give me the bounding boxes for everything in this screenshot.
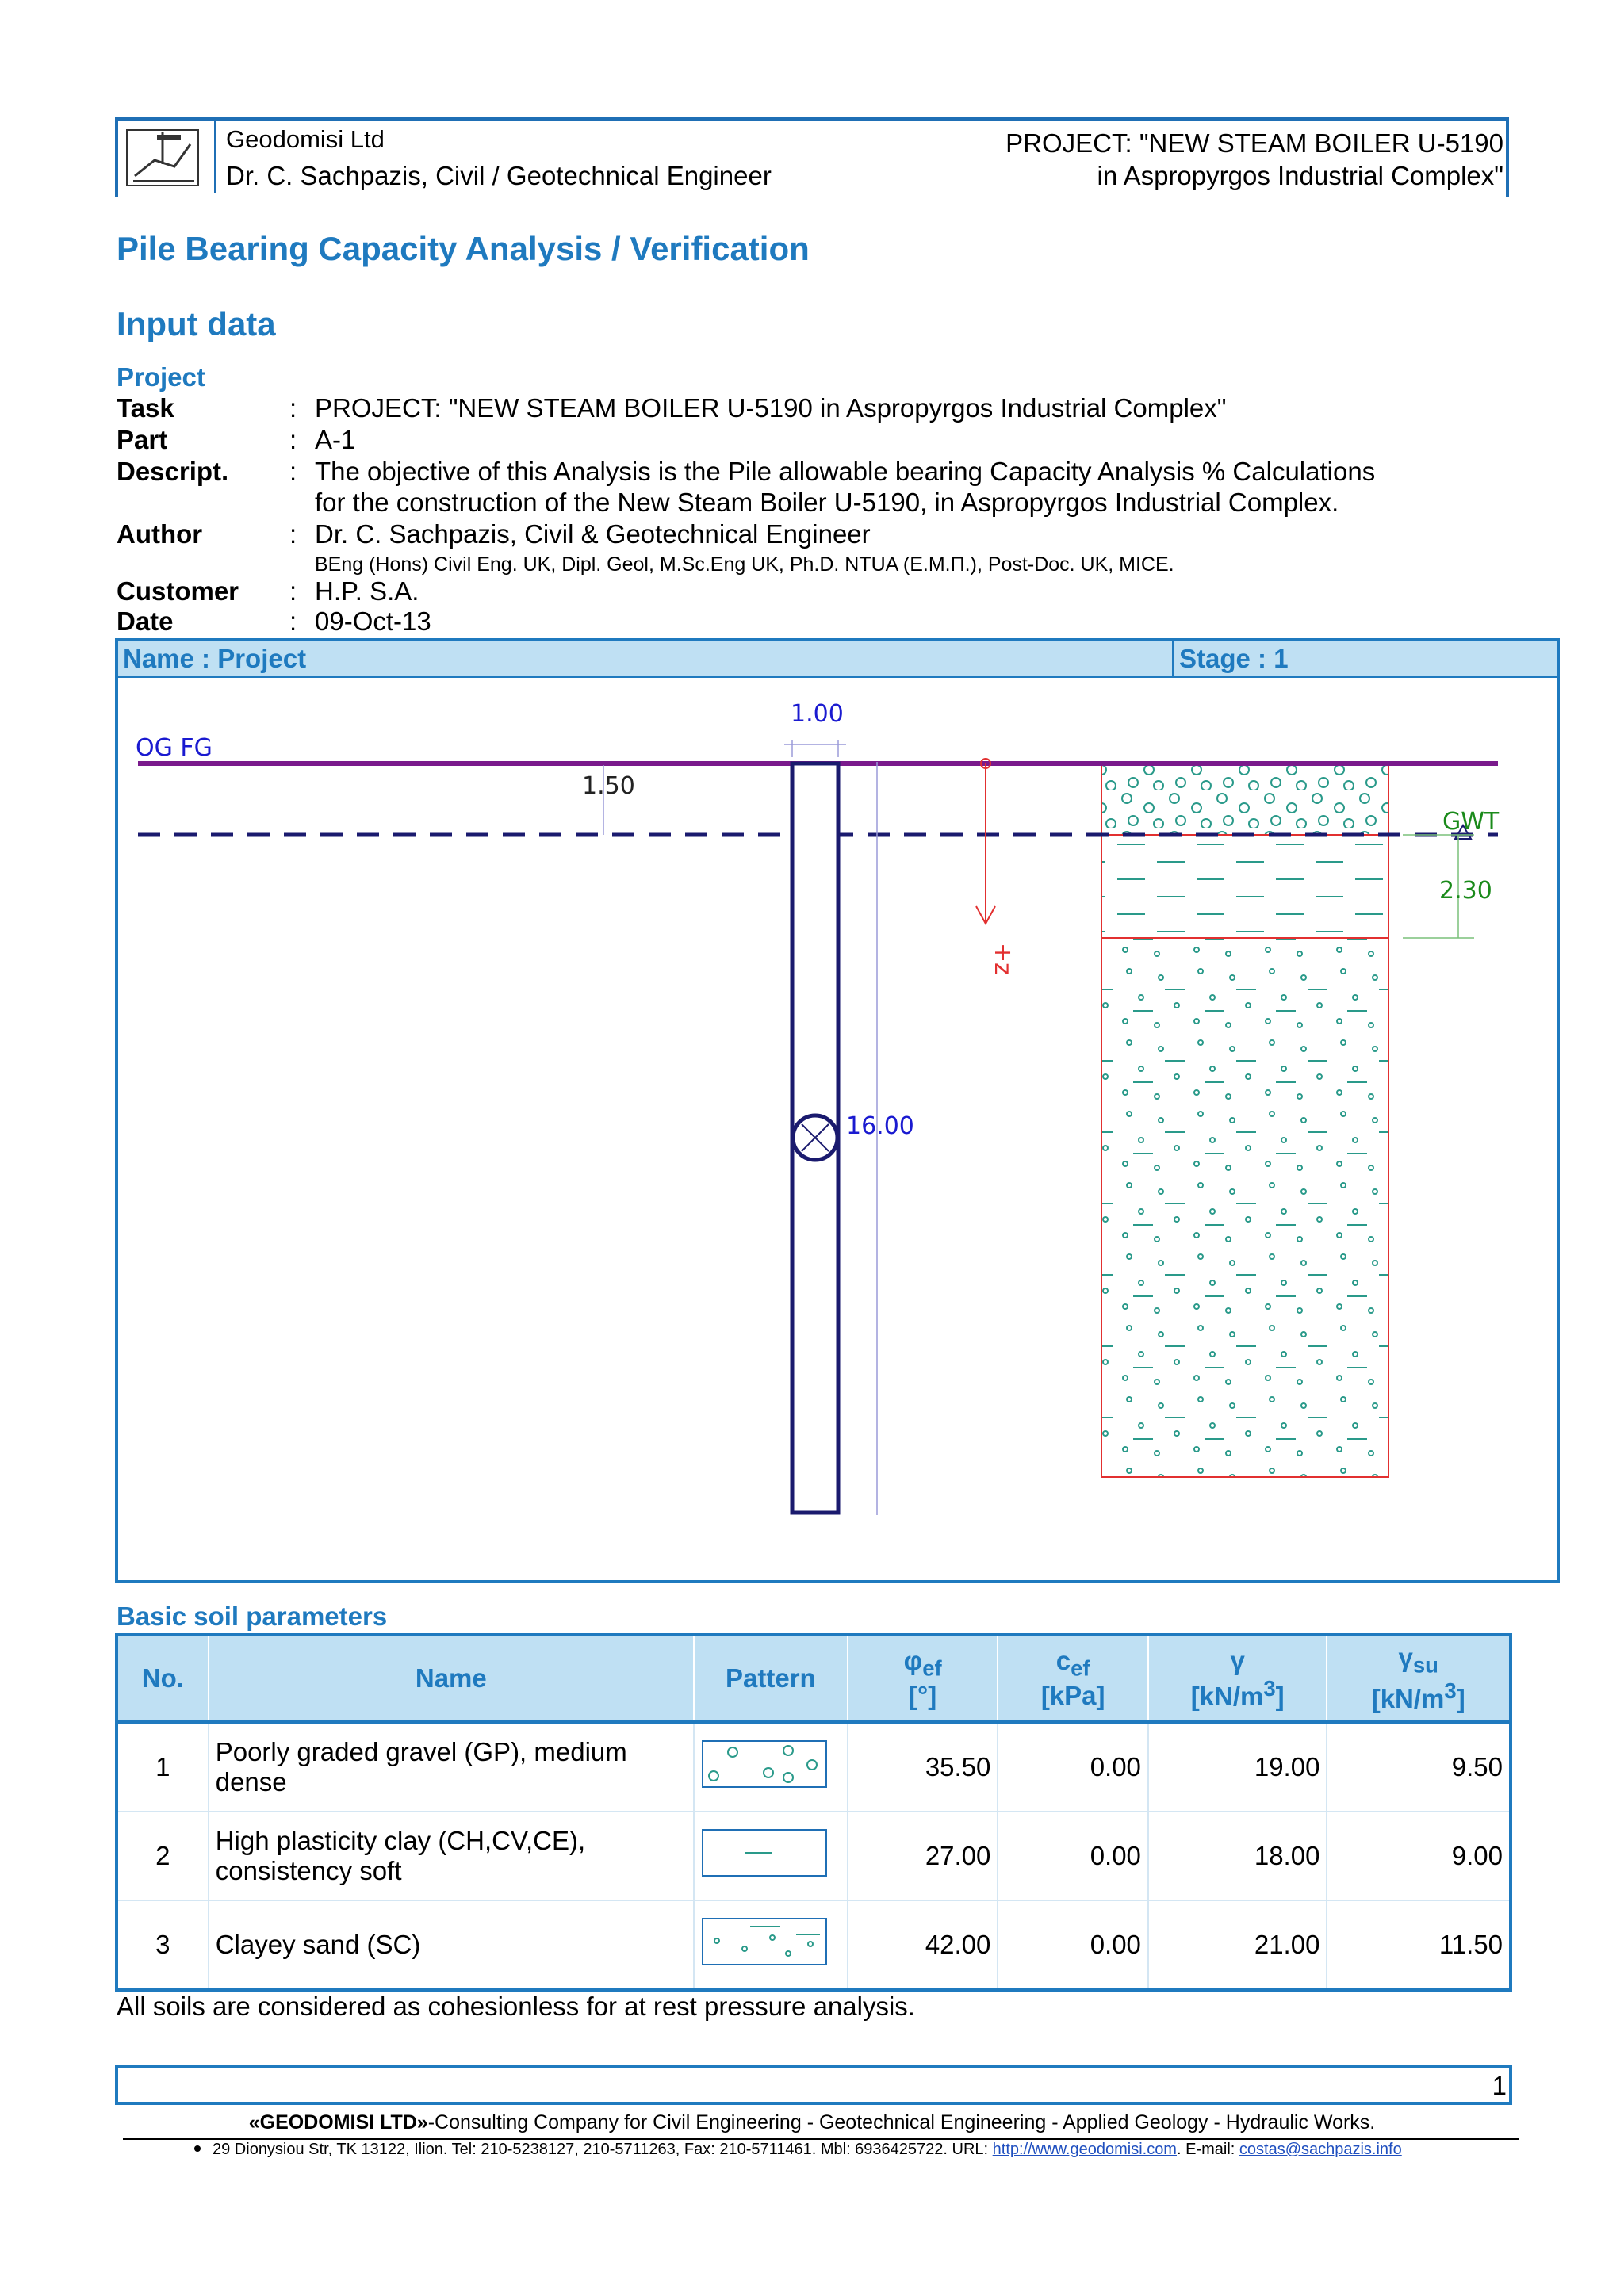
author-qualifications: BEng (Hons) Civil Eng. UK, Dipl. Geol, M.Sc.Eng UK, Ph.D. NTUA (Ε.Μ.Π.), Post-Doc. UK, MICE.	[315, 553, 1174, 576]
header-gamma-su	[1327, 1635, 1511, 1722]
soil-phi: 42.00	[848, 1900, 998, 1990]
drawing-name-label: Name : Project	[123, 644, 307, 673]
colon: :	[289, 576, 297, 606]
header-gamma	[1148, 1635, 1327, 1722]
project-heading: Project	[117, 362, 205, 392]
soil-layer-2-clay	[1101, 835, 1388, 938]
ground-label: OG FG	[136, 734, 213, 762]
gamma-unit: $[kN/m^3]$	[1190, 1675, 1285, 1711]
soil-phi: 35.50	[848, 1722, 998, 1812]
page-number: 1	[1492, 2071, 1507, 2100]
header-phi	[848, 1635, 998, 1722]
footer-frame	[115, 2065, 1512, 2105]
table-row	[117, 1900, 1511, 1990]
author-label: Author	[117, 519, 203, 549]
soil-pattern-cell	[694, 1900, 848, 1990]
pile-length-label: 16.00	[846, 1112, 914, 1140]
soil-gamma-su: 9.50	[1327, 1722, 1511, 1812]
cohesionless-note: All soils are considered as cohesionless for at rest pressure analysis.	[117, 1992, 915, 2021]
task-value: PROJECT: "NEW STEAM BOILER U-5190 in Aspropyrgos Industrial Complex"	[315, 393, 1227, 423]
drawing-header-bar	[118, 641, 1557, 678]
soil-no: 1	[117, 1722, 209, 1812]
soil-name: High plasticity clay (CH,CV,CE), consistency soft	[209, 1812, 694, 1900]
bullet-icon	[194, 2145, 201, 2152]
footer-url-link[interactable]: http://www.geodomisi.com	[992, 2141, 1177, 2158]
header-divider	[1172, 641, 1174, 676]
gravel-pattern-icon	[701, 1739, 828, 1789]
part-label: Part	[117, 425, 168, 454]
descript-label: Descript.	[117, 457, 229, 486]
footer-company-name: «GEODOMISI LTD»	[248, 2111, 428, 2133]
soil-layer-3-clayey-sand	[1101, 938, 1388, 1477]
soil-cohesion: 0.00	[998, 1722, 1148, 1812]
customer-label: Customer	[117, 576, 239, 606]
soil-cohesion: 0.00	[998, 1812, 1148, 1900]
task-label: Task	[117, 393, 174, 423]
date-label: Date	[117, 607, 174, 636]
z-axis-label: +z	[989, 943, 1017, 975]
table-row	[117, 1722, 1511, 1812]
part-value: A-1	[315, 425, 356, 454]
footer-company-line	[0, 2111, 1624, 2134]
drawing-stage-label: Stage : 1	[1179, 644, 1289, 673]
footer-rule	[123, 2138, 1519, 2140]
project-title-line1: PROJECT: "NEW STEAM BOILER U-5190	[1005, 128, 1503, 158]
footer-address: 29 Dionysiou Str, TK 13122, Ilion. Tel: 210-5238127, 210-5711263, Fax: 210-5711461. Mbl: 6936425722. URL:	[213, 2141, 993, 2158]
gwt-label: GWT	[1442, 808, 1500, 836]
descript-line2: for the construction of the New Steam Boiler U-5190, in Aspropyrgos Industrial Complex.	[315, 488, 1339, 517]
page-title: Pile Bearing Capacity Analysis / Verification	[117, 230, 810, 267]
colon: :	[289, 425, 297, 454]
header-no: No.	[117, 1635, 209, 1722]
pile-section-drawing	[118, 676, 1557, 1580]
clay-pattern-icon	[701, 1828, 828, 1877]
footer-address-line	[213, 2141, 1402, 2159]
footer-email-link[interactable]: costas@sachpazis.info	[1239, 2141, 1402, 2158]
descript-line1: The objective of this Analysis is the Pile allowable bearing Capacity Analysis % Calculations	[315, 457, 1376, 486]
soil-parameters-table	[115, 1633, 1512, 1992]
gamma-symbol: γ	[1230, 1645, 1245, 1675]
soil-parameters-heading: Basic soil parameters	[117, 1601, 388, 1631]
soil-gamma: 21.00	[1148, 1900, 1327, 1990]
c-unit: [kPa]	[1040, 1681, 1105, 1711]
soil-no: 2	[117, 1812, 209, 1900]
project-title-line2: in Aspropyrgos Industrial Complex"	[1097, 161, 1503, 190]
section-input-data: Input data	[117, 305, 276, 342]
author-value: Dr. C. Sachpazis, Civil & Geotechnical Engineer	[315, 519, 871, 549]
pile-width-label: 1.00	[791, 700, 844, 728]
company-name: Geodomisi Ltd	[226, 125, 385, 153]
colon: :	[289, 607, 297, 636]
phi-symbol: φ	[903, 1645, 923, 1675]
clayey-sand-pattern-icon	[701, 1917, 828, 1966]
header-name: Name	[209, 1635, 694, 1722]
colon: :	[289, 457, 297, 486]
table-header-row	[117, 1635, 1511, 1722]
phi-unit: [°]	[909, 1681, 937, 1711]
customer-value: H.P. S.A.	[315, 576, 419, 606]
c-subscript: ef	[1071, 1655, 1090, 1681]
footer-company-desc: -Consulting Company for Civil Engineering - Geotechnical Engineering - Applied Geology - Hydraulic Works.	[427, 2111, 1376, 2133]
soil-name: Poorly graded gravel (GP), medium dense	[209, 1722, 694, 1812]
soil-gamma: 19.00	[1148, 1722, 1327, 1812]
date-value: 09-Oct-13	[315, 607, 431, 636]
layer-thickness-label: 2.30	[1439, 877, 1492, 905]
colon: :	[289, 393, 297, 423]
soil-gamma-su: 9.00	[1327, 1812, 1511, 1900]
c-symbol: c	[1055, 1645, 1071, 1675]
phi-subscript: ef	[922, 1655, 942, 1681]
soil-phi: 27.00	[848, 1812, 998, 1900]
colon: :	[289, 519, 297, 549]
gamma-su-subscript: su	[1412, 1652, 1438, 1678]
footer-email-label: . E-mail:	[1176, 2141, 1239, 2158]
soil-pattern-cell	[694, 1812, 848, 1900]
company-logo	[119, 121, 216, 193]
table-row	[117, 1812, 1511, 1900]
soil-pattern-cell	[694, 1722, 848, 1812]
soil-name: Clayey sand (SC)	[209, 1900, 694, 1990]
gwt-depth-label: 1.50	[582, 772, 635, 800]
soil-no: 3	[117, 1900, 209, 1990]
header-pattern: Pattern	[694, 1635, 848, 1722]
engineer-name: Dr. C. Sachpazis, Civil / Geotechnical Engineer	[226, 161, 772, 190]
soil-layer-1-gravel	[1101, 763, 1388, 835]
header-cohesion	[998, 1635, 1148, 1722]
soil-cohesion: 0.00	[998, 1900, 1148, 1990]
soil-gamma-su: 11.50	[1327, 1900, 1511, 1990]
soil-gamma: 18.00	[1148, 1812, 1327, 1900]
gamma-su-symbol: γ	[1398, 1643, 1413, 1673]
gamma-su-unit: $[kN/m^3]$	[1371, 1678, 1465, 1713]
logo-graphic	[119, 121, 206, 190]
